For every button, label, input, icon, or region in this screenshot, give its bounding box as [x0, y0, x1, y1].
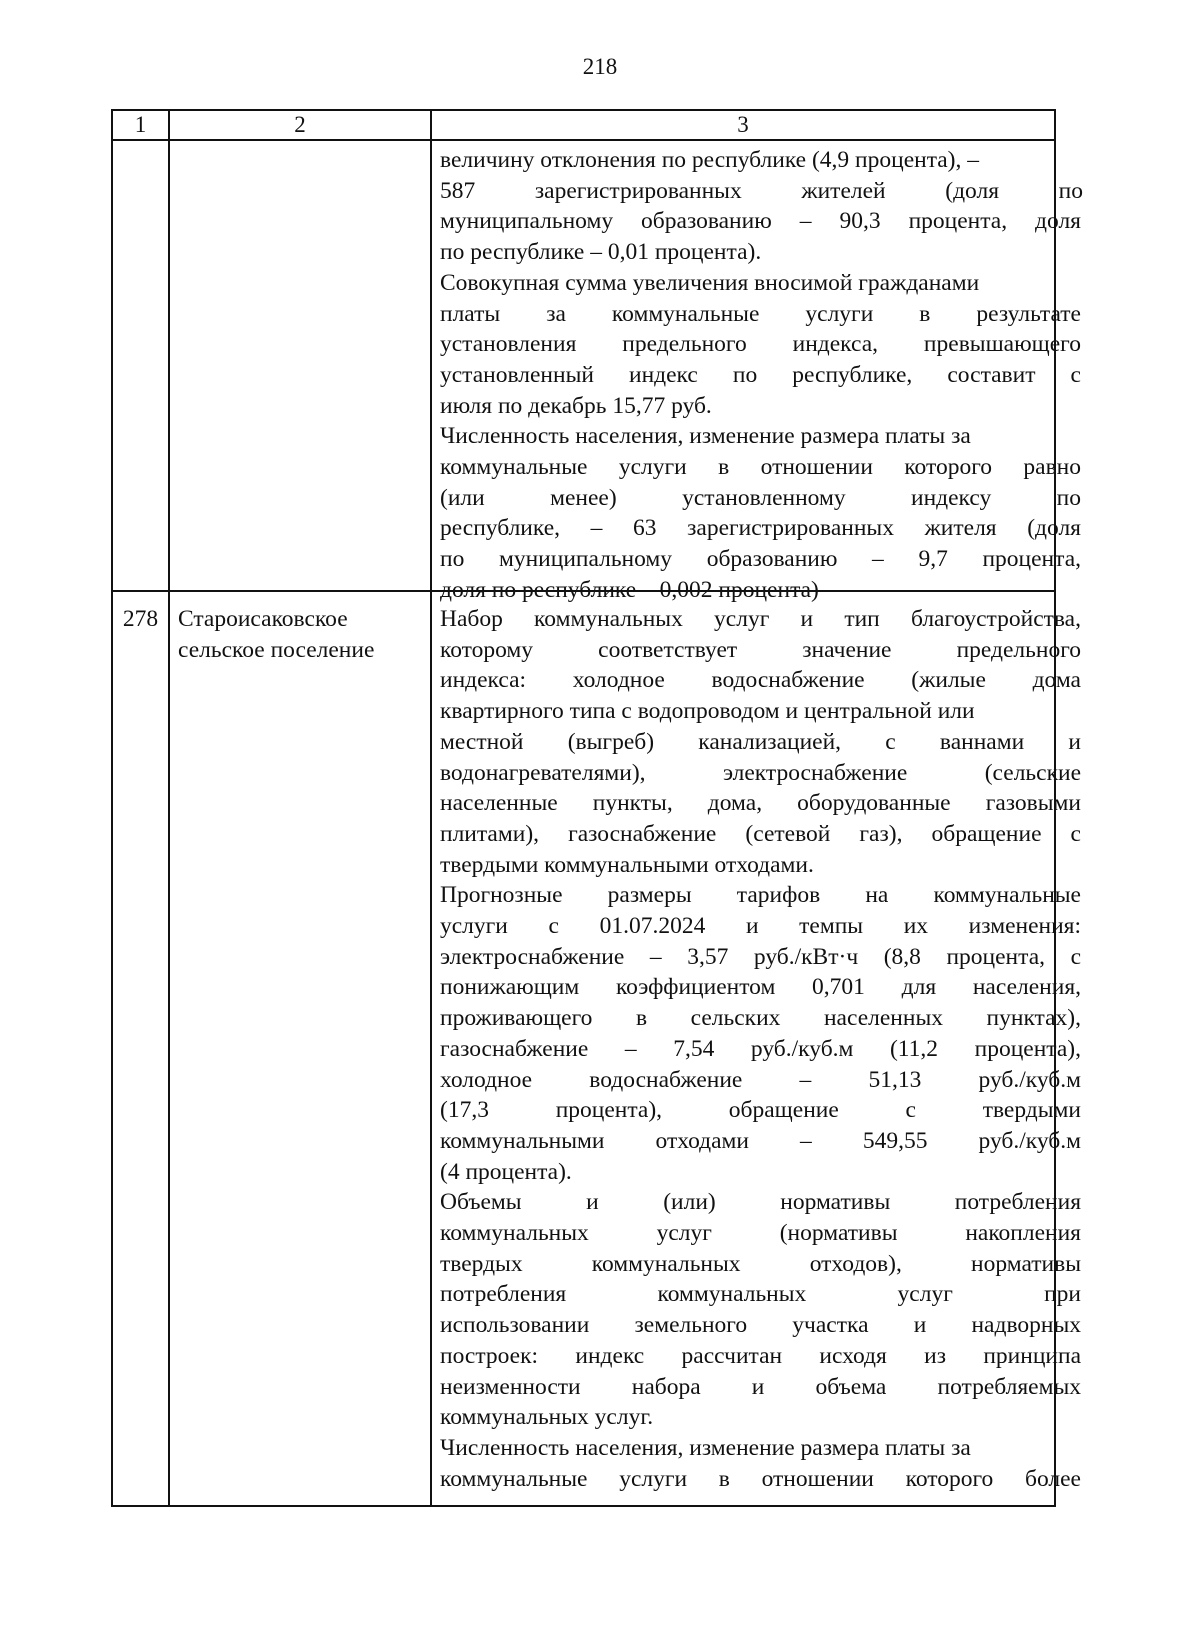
row-description: [440, 604, 1081, 1504]
text-line: населенные пункты, дома, оборудованные газовыми: [440, 790, 1081, 817]
text-line: плитами), газоснабжение (сетевой газ), обращение с: [440, 820, 1081, 847]
table-border-left: [111, 109, 113, 1507]
text-line: твердых коммунальных отходов), нормативы: [440, 1250, 1081, 1277]
column-divider-1: [168, 109, 170, 1507]
text-line: понижающим коэффициентом 0,701 для населения,: [440, 974, 1081, 1001]
text-line: газоснабжение – 7,54 руб./куб.м (11,2 процента),: [440, 1035, 1081, 1062]
header-col-1: 1: [134, 112, 147, 137]
text-line: Численность населения, изменение размера платы за: [440, 1434, 971, 1461]
settlement-name-line: Староисаковское: [178, 606, 348, 632]
text-line: построек: индекс рассчитан исходя из принципа: [440, 1342, 1081, 1369]
text-line: коммунальных услуг.: [440, 1404, 654, 1431]
text-line: индекса: холодное водоснабжение (жилые дома: [440, 667, 1081, 694]
text-line: проживающего в сельских населенных пунктах),: [440, 1005, 1081, 1032]
text-line: Совокупная сумма увеличения вносимой гражданами: [440, 269, 980, 296]
text-line: использовании земельного участка и надворных: [440, 1312, 1081, 1339]
settlement-name: [178, 604, 428, 665]
text-line: (17,3 процента), обращение с твердыми: [440, 1097, 1081, 1124]
text-line: потребления коммунальных услуг при: [440, 1281, 1081, 1308]
column-divider-2: [430, 109, 432, 1507]
text-line: Объемы и (или) нормативы потребления: [440, 1189, 1081, 1216]
text-line: республике, – 63 зарегистрированных жителя (доля: [440, 515, 1081, 542]
text-line: по республике – 0,01 процента).: [440, 239, 762, 266]
text-line: холодное водоснабжение – 51,13 руб./куб.м: [440, 1066, 1081, 1093]
text-line: неизменности набора и объема потребляемых: [440, 1373, 1081, 1400]
table-border-bottom: [111, 1505, 1056, 1507]
page-number: 218: [582, 54, 618, 79]
text-line: Прогнозные размеры тарифов на коммунальные: [440, 882, 1081, 909]
text-line: коммунальных услуг (нормативы накопления: [440, 1220, 1081, 1246]
text-line: водонагревателями), электроснабжение (сельские: [440, 759, 1081, 786]
text-line: твердыми коммунальными отходами.: [440, 851, 814, 878]
text-line: Численность населения, изменение размера платы за: [440, 423, 971, 450]
text-line: коммунальные услуги в отношении которого более: [440, 1465, 1081, 1492]
text-line: платы за коммунальные услуги в результате: [440, 300, 1081, 327]
text-line: электроснабжение – 3,57 руб./кВт·ч (8,8 процента, с: [440, 943, 1081, 970]
text-line: квартирного типа с водопроводом и центральной или: [440, 698, 975, 725]
text-line: доля по республике – 0,002 процента): [440, 576, 819, 603]
text-line: (или менее) установленному индексу по: [440, 484, 1081, 511]
text-line: местной (выгреб) канализацией, с ваннами и: [440, 728, 1081, 755]
text-line: муниципальному образованию – 90,3 процента, доля: [440, 208, 1081, 235]
header-col-2: 2: [294, 112, 306, 137]
text-line: величину отклонения по республике (4,9 процента), –: [440, 147, 980, 173]
text-line: коммунальными отходами – 549,55 руб./куб.м: [440, 1127, 1081, 1154]
text-line: услуги с 01.07.2024 и темпы их изменения:: [440, 913, 1081, 939]
continuation-text: [440, 145, 1083, 603]
text-line: Набор коммунальных услуг и тип благоустройства,: [440, 606, 1081, 632]
row-number: 278: [122, 606, 159, 632]
text-line: июля по декабрь 15,77 руб.: [440, 392, 712, 419]
header-divider: [111, 139, 1056, 141]
text-line: коммунальные услуги в отношении которого равно: [440, 454, 1081, 480]
text-line: которому соответствует значение предельного: [440, 636, 1081, 663]
text-line: установления предельного индекса, превышающего: [440, 331, 1081, 358]
text-line: установленный индекс по республике, составит с: [440, 361, 1081, 388]
text-line: 587 зарегистрированных жителей (доля по: [440, 177, 1083, 204]
text-line: (4 процента).: [440, 1158, 572, 1185]
header-col-3: 3: [737, 112, 749, 137]
text-line: по муниципальному образованию – 9,7 процента,: [440, 546, 1081, 573]
settlement-name-line: сельское поселение: [178, 636, 375, 663]
